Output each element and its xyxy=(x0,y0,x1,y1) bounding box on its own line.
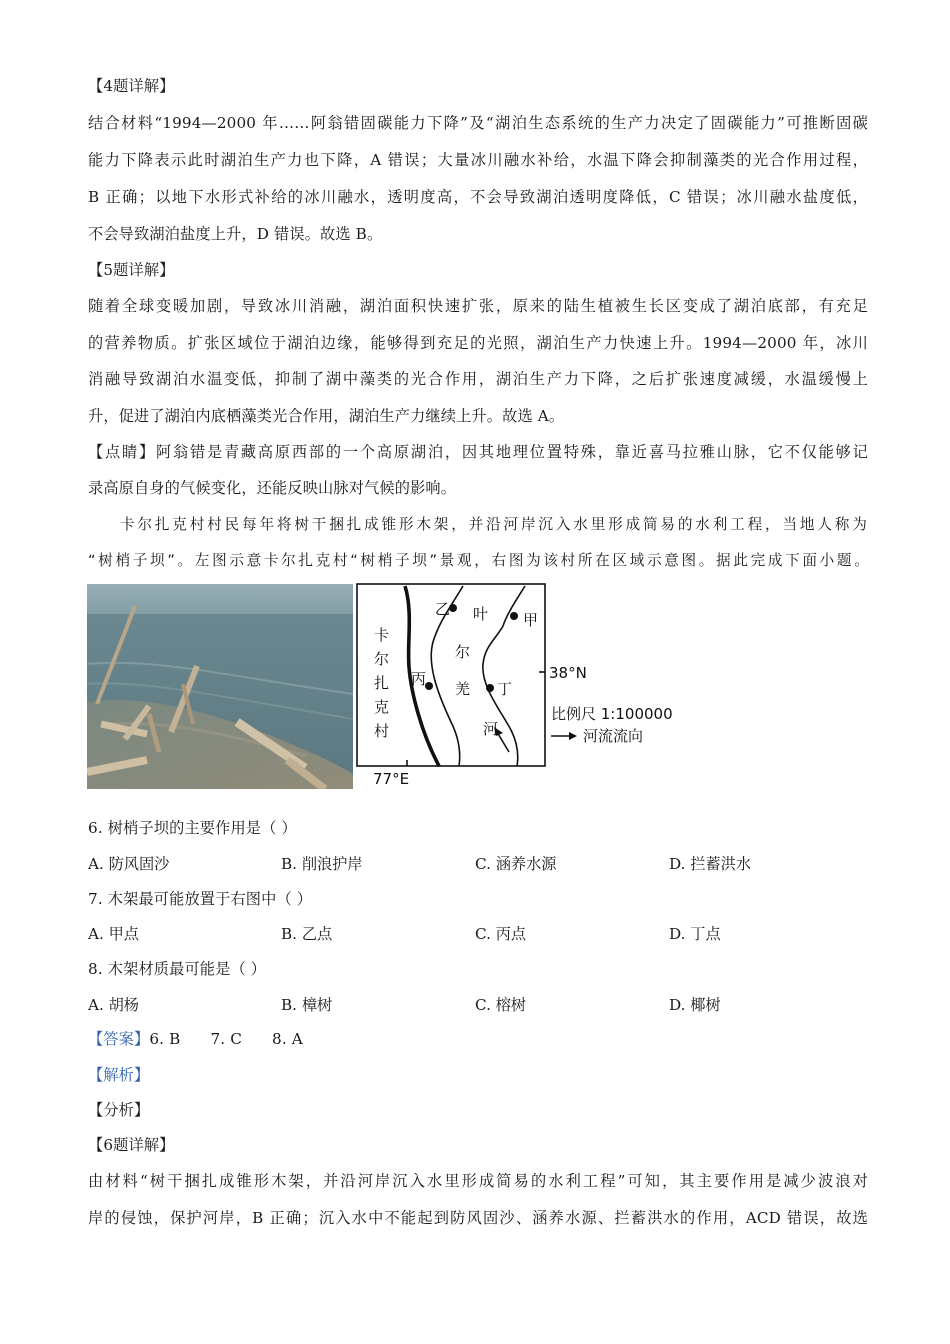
material-line: “树梢子坝”。左图示意卡尔扎克村“树梢子坝”景观，右图为该村所在区域示意图。据此完成下面小题。 xyxy=(88,552,870,569)
tip-paragraph-line: 录高原自身的气候变化，还能反映山脉对气候的影响。 xyxy=(88,479,457,497)
paragraph-line: 岸的侵蚀，保护河岸，B 正确；沉入水中不能起到防风固沙、涵养水源、拦蓄洪水的作用，ACD 错误，故选 xyxy=(88,1209,868,1227)
q8-option-a: A. 胡杨 xyxy=(88,996,139,1014)
q7-option-c: C. 丙点 xyxy=(475,925,527,943)
q6-option-d: D. 拦蓄洪水 xyxy=(669,855,752,873)
map-label-river-1: 叶 xyxy=(473,605,489,623)
q8-option-c: C. 榕树 xyxy=(475,996,527,1014)
paragraph-line: 不会导致湖泊盐度上升，D 错误。故选 B。 xyxy=(88,225,383,243)
paragraph-line: 随着全球变暖加剧，导致冰川消融，湖泊面积快速扩张，原来的陆生植被生长区变成了湖泊底部，有充足 xyxy=(88,297,868,315)
map-label-village-5: 村 xyxy=(374,722,390,740)
q7-option-b: B. 乙点 xyxy=(281,925,333,943)
paragraph-line: B 正确；以地下水形式补给的冰川融水，透明度高，不会导致湖泊透明度降低，C 错误；冰川融水盐度低， xyxy=(88,188,868,206)
paragraph-line: 由材料“树干捆扎成锥形木架，并沿河岸沉入水里形成简易的水利工程”可知，其主要作用是减少波浪对 xyxy=(88,1172,868,1190)
analysis-label: 【解析】 xyxy=(88,1066,150,1084)
section-heading-q4: 【4题详解】 xyxy=(88,77,175,95)
analysis-heading: 【分析】 xyxy=(88,1101,150,1119)
map-point-bing: 丙 xyxy=(411,670,427,688)
question-6-stem: 6. 树梢子坝的主要作用是（ ） xyxy=(88,819,297,837)
map-label-village-2: 尔 xyxy=(374,650,390,668)
map-flow-legend: 河流流向 xyxy=(583,727,644,745)
map-label-river-3: 羌 xyxy=(455,680,471,698)
map-point-jia: 甲 xyxy=(523,611,539,629)
paragraph-line: 能力下降表示此时湖泊生产力也下降，A 错误；大量冰川融水补给，水温下降会抑制藻类的光合作用过程， xyxy=(88,151,868,169)
q6-option-a: A. 防风固沙 xyxy=(88,855,170,873)
tip-paragraph-line: 【点睛】阿翁错是青藏高原西部的一个高原湖泊，因其地理位置特殊，靠近喜马拉雅山脉，它不仅能够记 xyxy=(88,443,868,461)
map-latitude-label: 38°N xyxy=(549,664,587,682)
map-label-village-3: 扎 xyxy=(374,674,390,692)
section-heading-q5: 【5题详解】 xyxy=(88,261,175,279)
riverbank-photo xyxy=(87,584,353,789)
map-label-village-1: 卡 xyxy=(374,626,390,644)
paragraph-line: 升，促进了湖泊内底栖藻类光合作用，湖泊生产力继续上升。故选 A。 xyxy=(88,407,565,425)
answer-line xyxy=(88,1028,868,1050)
map-label-village-4: 克 xyxy=(374,698,390,716)
material-line: 卡尔扎克村村民每年将树干捆扎成锥形木架，并沿河岸沉入水里形成简易的水利工程，当地人称为 xyxy=(120,516,868,533)
map-longitude-label: 77°E xyxy=(373,770,410,788)
q6-option-b: B. 削浪护岸 xyxy=(281,855,363,873)
paragraph-line: 消融导致湖泊水温变低，抑制了湖中藻类的光合作用，湖泊生产力下降，之后扩张速度减缓，水温缓慢上 xyxy=(88,370,868,388)
paragraph-line: 结合材料“1994—2000 年……阿翁错固碳能力下降”及“湖泊生态系统的生产力决定了固碳能力”可推断固碳 xyxy=(88,114,868,132)
section-heading-q6: 【6题详解】 xyxy=(88,1136,175,1154)
answer-7: 7. C xyxy=(210,1030,242,1048)
question-7-stem: 7. 木架最可能放置于右图中（ ） xyxy=(88,890,313,908)
q7-option-a: A. 甲点 xyxy=(88,925,139,943)
q6-option-c: C. 涵养水源 xyxy=(475,855,557,873)
map-label-river-4: 河 xyxy=(483,720,499,738)
question-8-stem: 8. 木架材质最可能是（ ） xyxy=(88,960,267,978)
answer-8: 8. A xyxy=(272,1030,303,1048)
q7-option-d: D. 丁点 xyxy=(669,925,721,943)
map-label-river-2: 尔 xyxy=(455,643,471,661)
q8-option-b: B. 樟树 xyxy=(281,996,333,1014)
map-point-yi: 乙 xyxy=(435,600,451,618)
q8-option-d: D. 椰树 xyxy=(669,996,721,1014)
paragraph-line: 的营养物质。扩张区域位于湖泊边缘，能够得到充足的光照，湖泊生产力快速上升。1994—2000 年，冰川 xyxy=(88,334,868,352)
answer-6: 6. B xyxy=(149,1030,181,1048)
answer-label: 【答案】 xyxy=(88,1030,150,1048)
map-point-ding: 丁 xyxy=(497,680,513,698)
map-scale-label: 比例尺 1:100000 xyxy=(551,705,673,723)
region-map xyxy=(355,582,685,792)
